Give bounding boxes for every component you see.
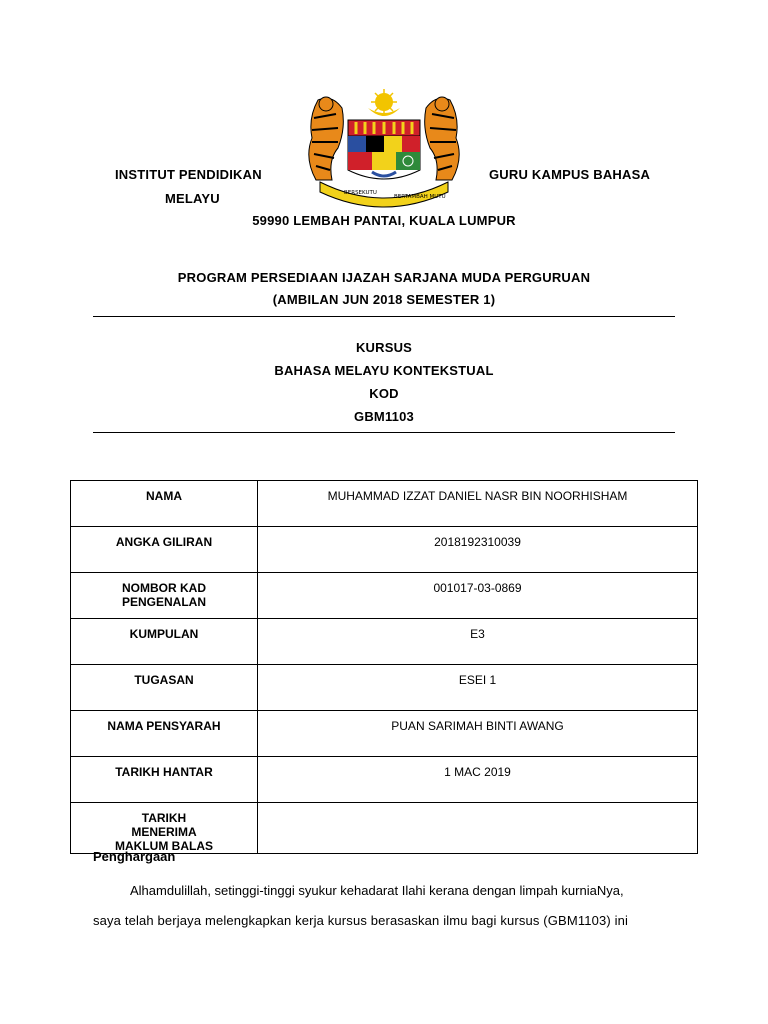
sun-crescent-icon: [368, 89, 400, 116]
program-title: PROGRAM PERSEDIAAN IJAZAH SARJANA MUDA PERGURUAN: [177, 270, 591, 285]
row-value: E3: [470, 627, 485, 641]
institute-name-line2: MELAYU: [165, 191, 220, 206]
table-row: [71, 573, 698, 619]
row-value: MUHAMMAD IZZAT DANIEL NASR BIN NOORHISHAM: [327, 489, 628, 503]
institute-address: 59990 LEMBAH PANTAI, KUALA LUMPUR: [252, 213, 516, 228]
table-row: [71, 665, 698, 711]
course-name: BAHASA MELAYU KONTEKSTUAL: [274, 363, 494, 378]
row-label: TARIKH HANTAR: [115, 765, 213, 779]
row-value: [258, 803, 697, 811]
course-divider: [93, 432, 675, 433]
motto-ribbon: [320, 182, 448, 207]
motto-right-text: BERTAMBAH MUTU: [394, 194, 446, 200]
row-label: TARIKH MENERIMA MAKLUM BALAS: [115, 811, 213, 853]
shield-icon: [348, 120, 420, 179]
motto-left-text: BERSEKUTU: [344, 190, 377, 196]
table-row: [71, 481, 698, 527]
table-row: [71, 711, 698, 757]
course-label: KURSUS: [355, 340, 413, 355]
course-code-value: GBM1103: [354, 409, 414, 424]
table-row: [71, 803, 698, 854]
row-value: 001017-03-0869: [433, 581, 522, 595]
header-divider: [93, 316, 675, 317]
acknowledgement-line-2: saya telah berjaya melengkapkan kerja kursus berasaskan ilmu bagi kursus (GBM1103) ini: [93, 913, 629, 928]
left-tiger-icon: [309, 97, 344, 180]
student-info-table: [70, 480, 698, 854]
course-code-label: KOD: [369, 386, 399, 401]
table-row: [71, 757, 698, 803]
row-label: NAMA: [146, 489, 182, 503]
table-row: [71, 527, 698, 573]
row-label: ANGKA GILIRAN: [115, 535, 213, 549]
row-label: NAMA PENSYARAH: [107, 719, 221, 733]
row-value: 1 MAC 2019: [444, 765, 511, 779]
acknowledgement-line-1: Alhamdulillah, setinggi-tinggi syukur kehadarat Ilahi kerana dengan limpah kurniaNya,: [130, 883, 624, 898]
institute-name-right: GURU KAMPUS BAHASA: [489, 167, 651, 182]
program-intake: (AMBILAN JUN 2018 SEMESTER 1): [272, 292, 496, 307]
row-value: PUAN SARIMAH BINTI AWANG: [391, 719, 564, 733]
row-value: ESEI 1: [458, 673, 497, 687]
row-label: KUMPULAN: [129, 627, 199, 641]
row-label: NOMBOR KAD PENGENALAN: [121, 581, 206, 609]
acknowledgement-heading: Penghargaan: [93, 849, 176, 864]
row-label: TUGASAN: [134, 673, 194, 687]
row-value: 2018192310039: [434, 535, 521, 549]
institute-name-left: INSTITUT PENDIDIKAN: [115, 167, 262, 182]
right-tiger-icon: [425, 97, 460, 180]
table-row: [71, 619, 698, 665]
coat-of-arms-crest: [298, 88, 470, 208]
